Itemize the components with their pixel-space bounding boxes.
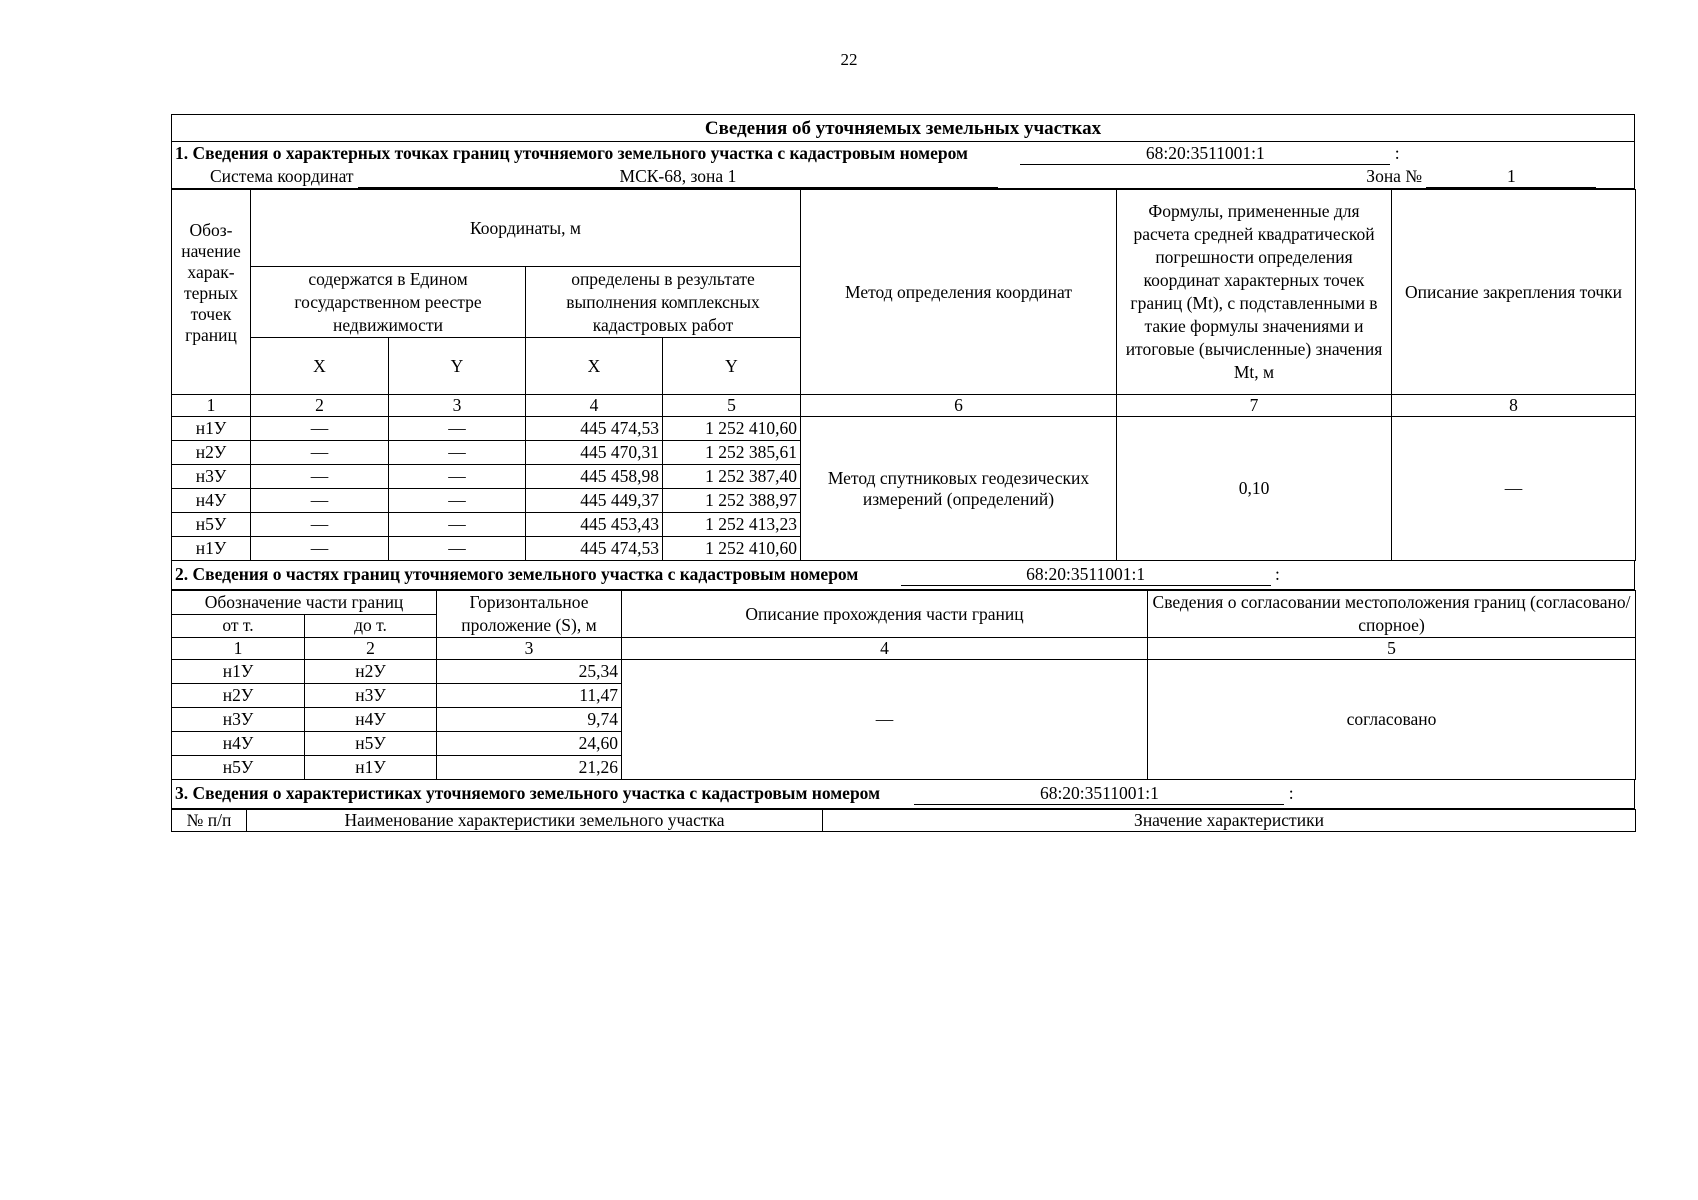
to-point: н3У (305, 684, 437, 708)
to-point: н5У (305, 732, 437, 756)
header-coordinates: Координаты, м (251, 190, 801, 267)
point-id: н1У (172, 537, 251, 561)
section3-colon: : (1288, 783, 1294, 803)
s-value: 25,34 (437, 660, 622, 684)
s-value: 9,74 (437, 708, 622, 732)
section2-cadastral-number: 68:20:3511001:1 (901, 564, 1271, 586)
y-value: 1 252 410,60 (663, 537, 801, 561)
header-y-egrn: Y (389, 338, 526, 395)
section1-heading: 1. Сведения о характерных точках границ уточняемого земельного участка с кадастровым номером (175, 142, 968, 163)
method-value: Метод спутниковых геодезических измерений (определений) (801, 417, 1117, 561)
x-value: 445 470,31 (526, 441, 663, 465)
y-value: 1 252 413,23 (663, 513, 801, 537)
col-number: 5 (663, 395, 801, 417)
cadastral-form (171, 114, 1635, 832)
coord-system-value: МСК-68, зона 1 (358, 166, 998, 188)
point-id: н2У (172, 441, 251, 465)
to-point: н4У (305, 708, 437, 732)
y-egrn: — (389, 537, 526, 561)
header-part-designation: Обозначение части границ (172, 591, 437, 615)
x-egrn: — (251, 441, 389, 465)
x-value: 445 474,53 (526, 417, 663, 441)
col-number: 2 (251, 395, 389, 417)
section1-header-table (171, 114, 1635, 189)
header-complex: определены в результате выполнения комплексных кадастровых работ (526, 267, 801, 338)
col-number: 4 (526, 395, 663, 417)
header-designation: Обоз-начение харак-терных точек границ (172, 190, 251, 395)
x-egrn: — (251, 465, 389, 489)
header-x-complex: X (526, 338, 663, 395)
col-number: 1 (172, 395, 251, 417)
header-method: Метод определения координат (801, 190, 1117, 395)
to-point: н1У (305, 756, 437, 780)
x-egrn: — (251, 537, 389, 561)
header-x-egrn: X (251, 338, 389, 395)
parts-table (171, 590, 1636, 780)
y-value: 1 252 388,97 (663, 489, 801, 513)
zone-value: 1 (1426, 166, 1596, 188)
x-value: 445 474,53 (526, 537, 663, 561)
header-egrn: содержатся в Едином государственном реестре недвижимости (251, 267, 526, 338)
col-number: 1 (172, 638, 305, 660)
characteristics-table (171, 809, 1636, 832)
col-number: 6 (801, 395, 1117, 417)
section3-cadastral-number: 68:20:3511001:1 (914, 783, 1284, 805)
y-egrn: — (389, 513, 526, 537)
form-title: Сведения об уточняемых земельных участках (172, 115, 1635, 142)
section3-header-table (171, 780, 1635, 809)
x-egrn: — (251, 417, 389, 441)
section1-cadastral-number: 68:20:3511001:1 (1020, 143, 1390, 165)
section3-heading-row (172, 780, 1635, 809)
point-id: н1У (172, 417, 251, 441)
header-name: Наименование характеристики земельного участка (247, 810, 823, 832)
from-point: н3У (172, 708, 305, 732)
x-egrn: — (251, 489, 389, 513)
col-number: 7 (1117, 395, 1392, 417)
point-id: н4У (172, 489, 251, 513)
y-value: 1 252 387,40 (663, 465, 801, 489)
description-value: — (622, 660, 1148, 780)
y-egrn: — (389, 465, 526, 489)
point-id: н3У (172, 465, 251, 489)
y-egrn: — (389, 489, 526, 513)
header-y-complex: Y (663, 338, 801, 395)
from-point: н4У (172, 732, 305, 756)
y-value: 1 252 385,61 (663, 441, 801, 465)
mt-value: 0,10 (1117, 417, 1392, 561)
s-value: 24,60 (437, 732, 622, 756)
section1-heading-row (172, 142, 1635, 166)
header-formulas: Формулы, примененные для расчета средней квадратической погрешности определения координат характерных точек границ (Mt), с подставленными в такие формулы значениями и итоговые (вычисленные) значения Mt, м (1117, 190, 1392, 395)
col-number: 2 (305, 638, 437, 660)
x-value: 445 453,43 (526, 513, 663, 537)
header-to: до т. (305, 614, 437, 638)
page-number: 22 (840, 50, 858, 69)
agreement-value: согласовано (1148, 660, 1636, 780)
coord-system-row (172, 165, 1635, 189)
table-row (172, 660, 1636, 684)
zone-label: Зона № (1366, 165, 1423, 186)
coord-system-label: Система координат (210, 165, 354, 186)
from-point: н1У (172, 660, 305, 684)
header-value: Значение характеристики (823, 810, 1636, 832)
fixing-value: — (1392, 417, 1636, 561)
section2-colon: : (1275, 564, 1280, 584)
col-number: 3 (389, 395, 526, 417)
header-fixing: Описание закрепления точки (1392, 190, 1636, 395)
from-point: н5У (172, 756, 305, 780)
section2-header-table (171, 561, 1635, 590)
header-from: от т. (172, 614, 305, 638)
s-value: 11,47 (437, 684, 622, 708)
s-value: 21,26 (437, 756, 622, 780)
to-point: н2У (305, 660, 437, 684)
section2-heading: 2. Сведения о частях границ уточняемого земельного участка с кадастровым номером (175, 564, 859, 584)
header-horizontal: Горизонтальное проложение (S), м (437, 591, 622, 638)
header-description: Описание прохождения части границ (622, 591, 1148, 638)
from-point: н2У (172, 684, 305, 708)
y-egrn: — (389, 417, 526, 441)
header-num: № п/п (172, 810, 247, 832)
col-number: 5 (1148, 638, 1636, 660)
section3-heading: 3. Сведения о характеристиках уточняемого земельного участка с кадастровым номером (175, 783, 881, 803)
y-egrn: — (389, 441, 526, 465)
point-id: н5У (172, 513, 251, 537)
header-agreement: Сведения о согласовании местоположения границ (согласовано/спорное) (1148, 591, 1636, 638)
points-table (171, 189, 1636, 561)
x-value: 445 458,98 (526, 465, 663, 489)
x-value: 445 449,37 (526, 489, 663, 513)
table-row (172, 417, 1636, 441)
y-value: 1 252 410,60 (663, 417, 801, 441)
section1-colon: : (1394, 142, 1400, 163)
section2-heading-row (172, 561, 1635, 590)
col-number: 8 (1392, 395, 1636, 417)
col-number: 3 (437, 638, 622, 660)
col-number: 4 (622, 638, 1148, 660)
x-egrn: — (251, 513, 389, 537)
